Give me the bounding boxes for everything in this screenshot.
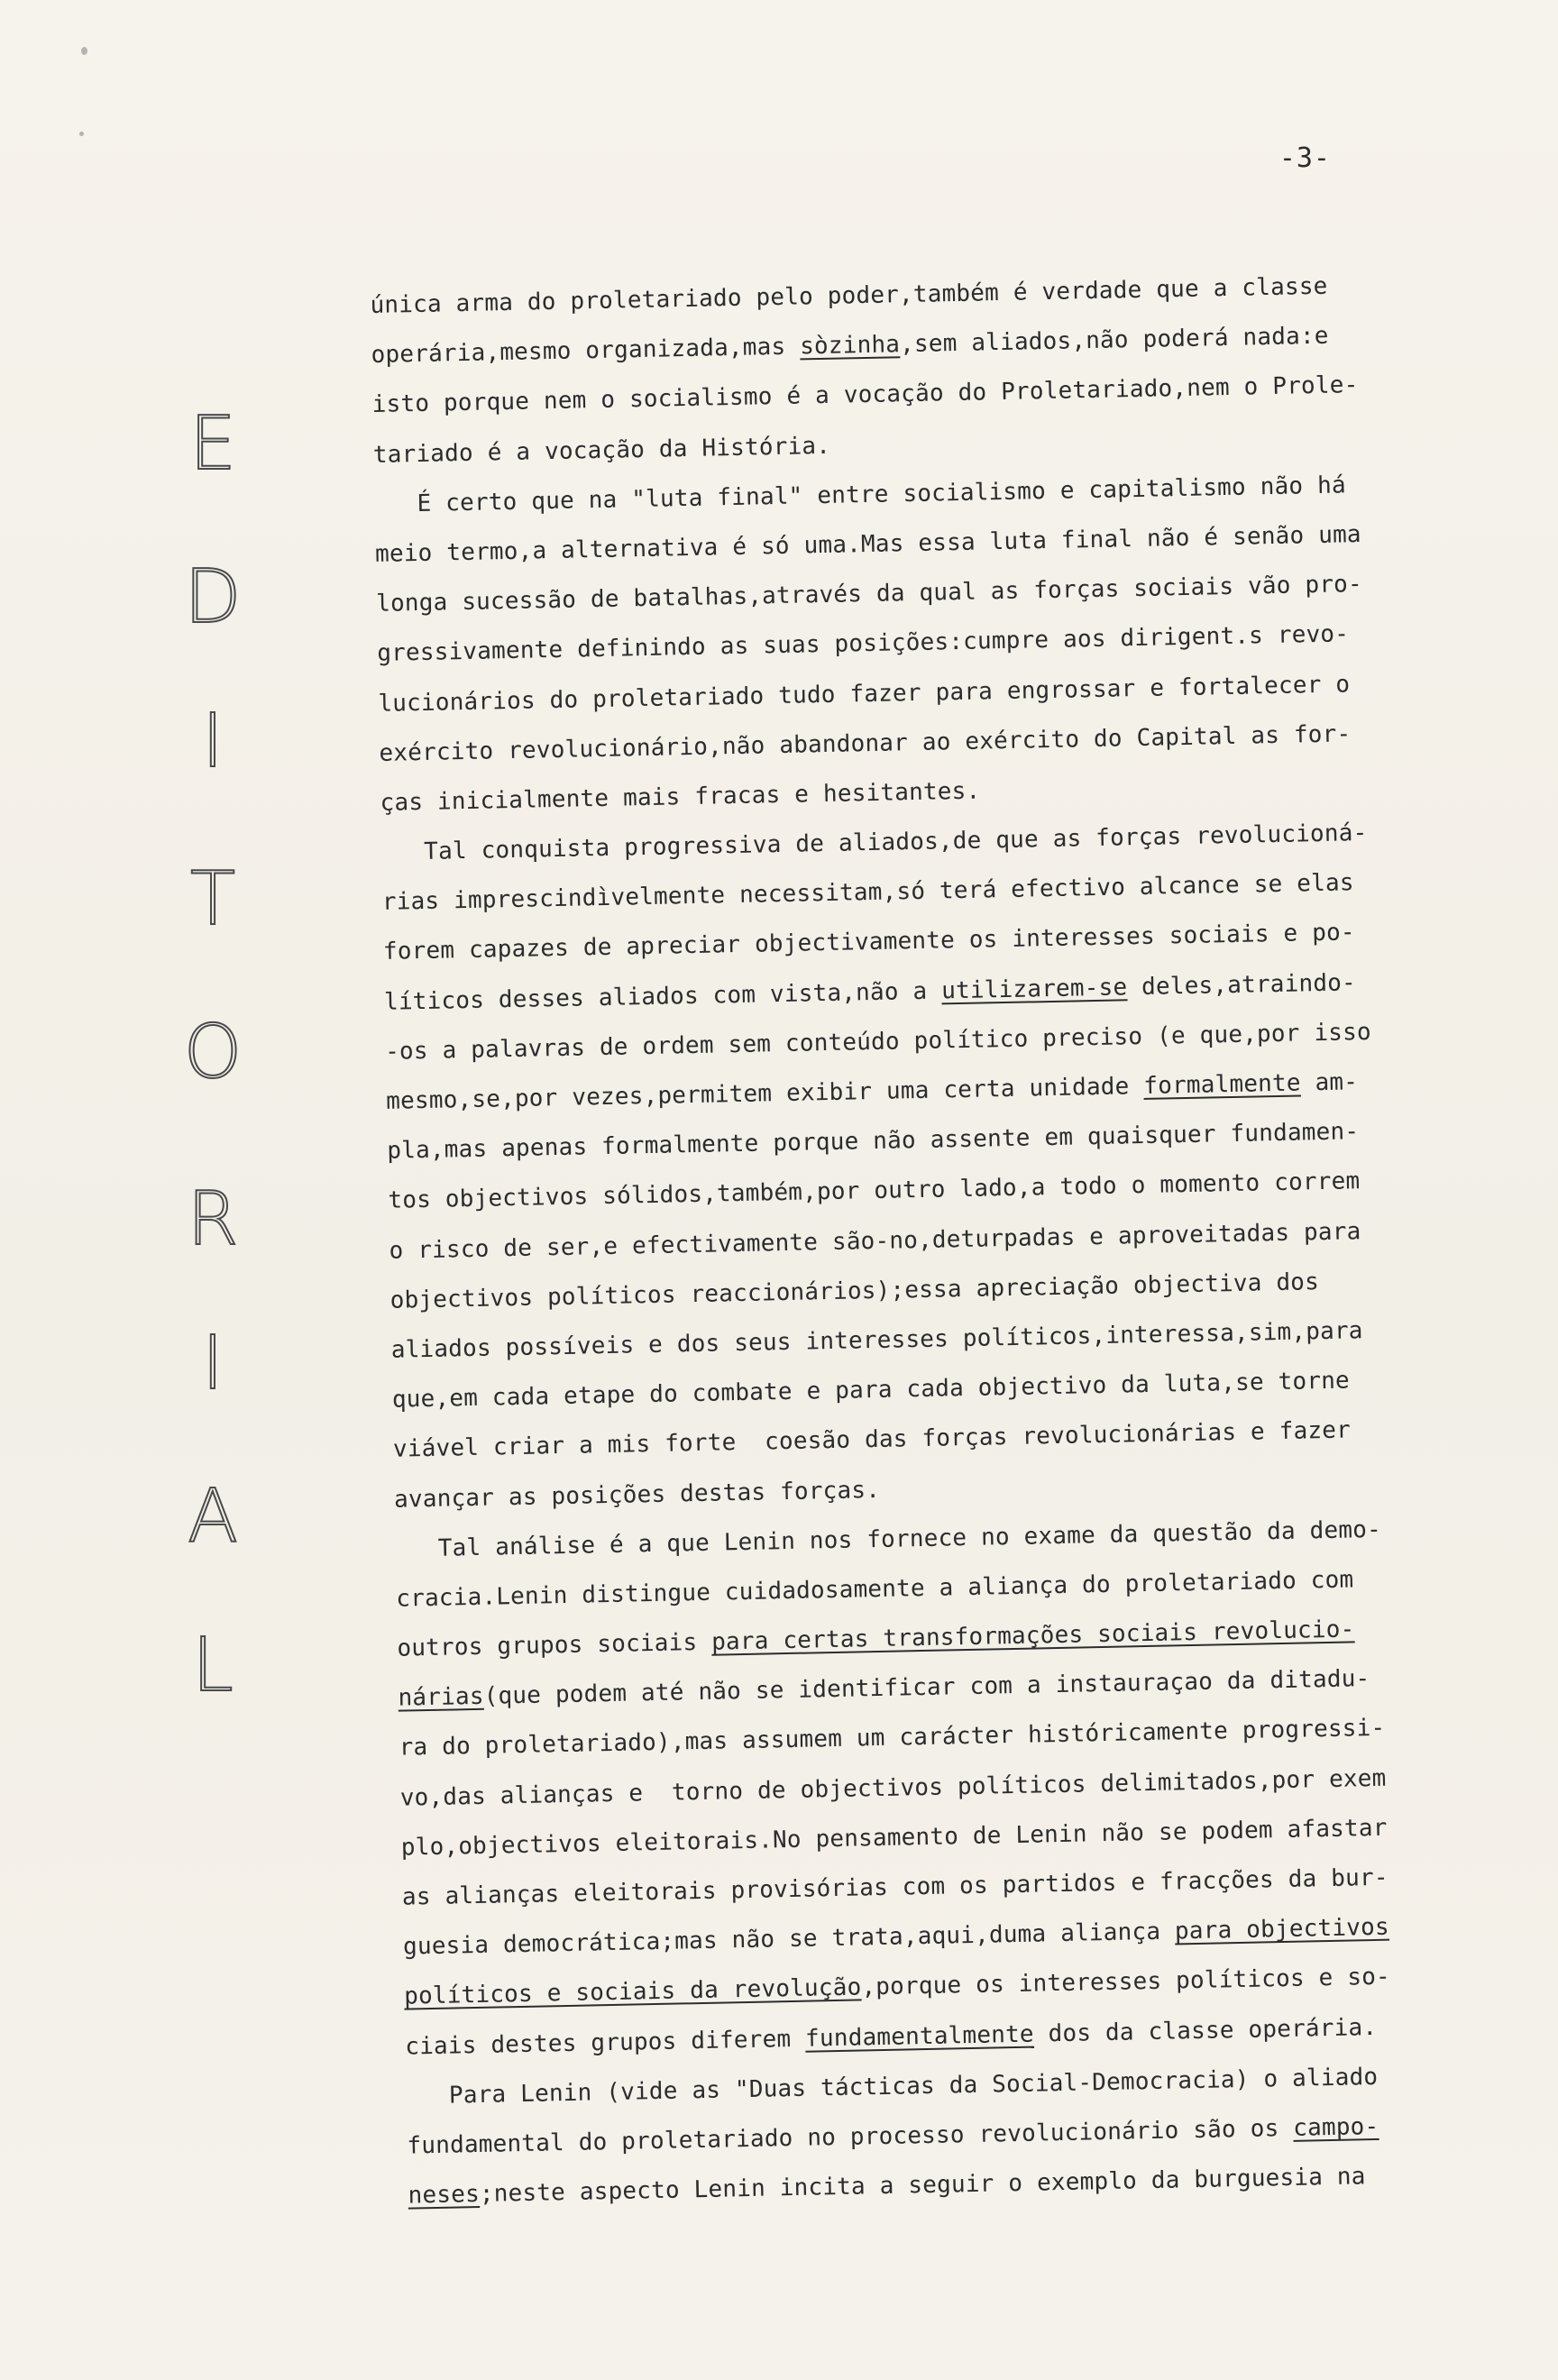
text-run: Tal conquista progressiva de aliados,de que as forças revolucioná- bbox=[380, 819, 1368, 866]
text-run: ças inicialmente mais fracas e hesitantes. bbox=[380, 777, 981, 817]
text-run: cracia.Lenin distingue cuidadosamente a aliança do proletariado com bbox=[396, 1566, 1354, 1613]
underlined-text: para objectivos bbox=[1174, 1913, 1390, 1945]
text-run: ,porque os interesses políticos e so- bbox=[861, 1964, 1391, 2001]
text-run: ra do proletariado),mas assumem um carácter históricamente progressi- bbox=[399, 1715, 1386, 1762]
text-run: deles,atraindo- bbox=[1126, 968, 1357, 1001]
text-run: ciais destes grupos diferem bbox=[405, 2025, 806, 2061]
side-heading-letter: T bbox=[189, 856, 236, 942]
text-run: meio termo,a alternativa é só uma.Mas essa luta final não é senão uma bbox=[374, 520, 1362, 568]
text-run: dos da classe operária. bbox=[1033, 2013, 1378, 2048]
text-run: tos objectivos sólidos,também,por outro lado,a todo o momento correm bbox=[388, 1167, 1361, 1215]
text-run: isto porque nem o socialismo é a vocação do Proletariado,nem o Prole- bbox=[371, 371, 1359, 419]
body-text bbox=[370, 261, 1418, 2221]
text-run: exército revolucionário,não abandonar ao exército do Capital as for- bbox=[379, 719, 1352, 767]
text-run: operária,mesmo organizada,mas bbox=[371, 333, 801, 370]
underlined-text: nárias bbox=[398, 1683, 484, 1712]
side-heading-letter: I bbox=[201, 1321, 225, 1406]
text-run: aliados possíveis e dos seus interesses políticos,interessa,sim,para bbox=[390, 1317, 1363, 1364]
text-run: vo,das alianças e torno de objectivos políticos delimitados,por exem bbox=[399, 1764, 1387, 1812]
underlined-text: campo- bbox=[1292, 2112, 1379, 2142]
text-run: ;neste aspecto Lenin incita a seguir o exemplo da burguesia na bbox=[479, 2163, 1366, 2209]
side-heading-letter: O bbox=[183, 1010, 243, 1095]
underlined-text: fundamentalmente bbox=[804, 2020, 1035, 2053]
text-run: líticos desses aliados com vista,não a bbox=[383, 977, 942, 1016]
text-run: am- bbox=[1300, 1068, 1359, 1097]
text-run: Tal análise é a que Lenin nos fornece no exame da questão da demo- bbox=[394, 1515, 1382, 1563]
text-run: guesia democrática;mas não se trata,aqui,duma aliança bbox=[402, 1918, 1176, 1961]
side-heading-letter: A bbox=[187, 1474, 239, 1560]
text-run: plo,objectivos eleitorais.No pensamento de Lenin não se podem afastar bbox=[400, 1814, 1388, 1862]
paper-speck bbox=[79, 132, 84, 136]
text-run: Para Lenin (vide as "Duas tácticas da Social-Democracia) o aliado bbox=[406, 2063, 1379, 2110]
side-heading-letter: L bbox=[192, 1623, 234, 1708]
text-run: o risco de ser,e efectivamente são-no,deturpadas e aproveitadas para bbox=[389, 1217, 1361, 1265]
side-heading-letter: I bbox=[201, 699, 225, 784]
text-run: É certo que na "luta final" entre socialismo e capitalismo não há bbox=[373, 471, 1347, 518]
side-heading-letter: R bbox=[187, 1176, 239, 1262]
text-run: viável criar a mis forte coesão das forças revolucionárias e fazer bbox=[392, 1416, 1352, 1464]
text-run: (que podem até não se identificar com a instauraçao da ditadu- bbox=[483, 1665, 1370, 1711]
underlined-text: para certas transformações sociais revolucio- bbox=[710, 1616, 1355, 1656]
text-run: que,em cada etape do combate e para cada objectivo da luta,se torne bbox=[391, 1367, 1351, 1414]
page-number: -3- bbox=[1278, 142, 1331, 174]
text-run: avançar as posições destas forças. bbox=[393, 1476, 881, 1514]
text-run: única arma do proletariado pelo poder,também é verdade que a classe bbox=[370, 272, 1328, 319]
underlined-text: neses bbox=[408, 2181, 481, 2210]
side-heading-letter: E bbox=[189, 401, 236, 487]
text-run: forem capazes de apreciar objectivamente os interesses sociais e po- bbox=[382, 919, 1356, 966]
text-run: tariado é a vocação da História. bbox=[372, 432, 831, 469]
text-run: objectivos políticos reaccionários);essa apreciação objectiva dos bbox=[390, 1268, 1320, 1314]
text-run: rias imprescindìvelmente necessitam,só terá efectivo alcance se elas bbox=[381, 869, 1354, 917]
editorial-side-heading bbox=[177, 401, 249, 1708]
underlined-text: políticos e sociais da revolução bbox=[403, 1973, 862, 2010]
text-run: fundamental do proletariado no processo revolucionário são os bbox=[407, 2114, 1294, 2160]
underlined-text: formalmente bbox=[1143, 1069, 1301, 1100]
text-run: outros grupos sociais bbox=[397, 1628, 712, 1662]
text-run: lucionários do proletariado tudo fazer para engrossar e fortalecer o bbox=[378, 670, 1351, 718]
text-run: longa sucessão de batalhas,através da qual as forças sociais vão pro- bbox=[375, 571, 1363, 618]
underlined-text: utilizarem-se bbox=[940, 973, 1128, 1005]
text-run: as alianças eleitorais provisórias com os partidos e fracções da bur- bbox=[401, 1863, 1388, 1911]
text-run: pla,mas apenas formalmente porque não assente em quaisquer fundamen- bbox=[387, 1118, 1360, 1165]
text-run: ,sem aliados,não poderá nada:e bbox=[899, 322, 1329, 359]
underlined-text: sòzinha bbox=[799, 331, 901, 361]
text-run: mesmo,se,por vezes,permitem exibir uma certa unidade bbox=[385, 1072, 1144, 1115]
text-run: gressivamente definindo as suas posições:cumpre aos dirigent.s revo- bbox=[376, 620, 1350, 668]
text-run: -os a palavras de ordem sem conteúdo político preciso (e que,por isso bbox=[384, 1018, 1372, 1066]
side-heading-letter: D bbox=[184, 554, 242, 640]
paper-speck bbox=[81, 47, 87, 55]
